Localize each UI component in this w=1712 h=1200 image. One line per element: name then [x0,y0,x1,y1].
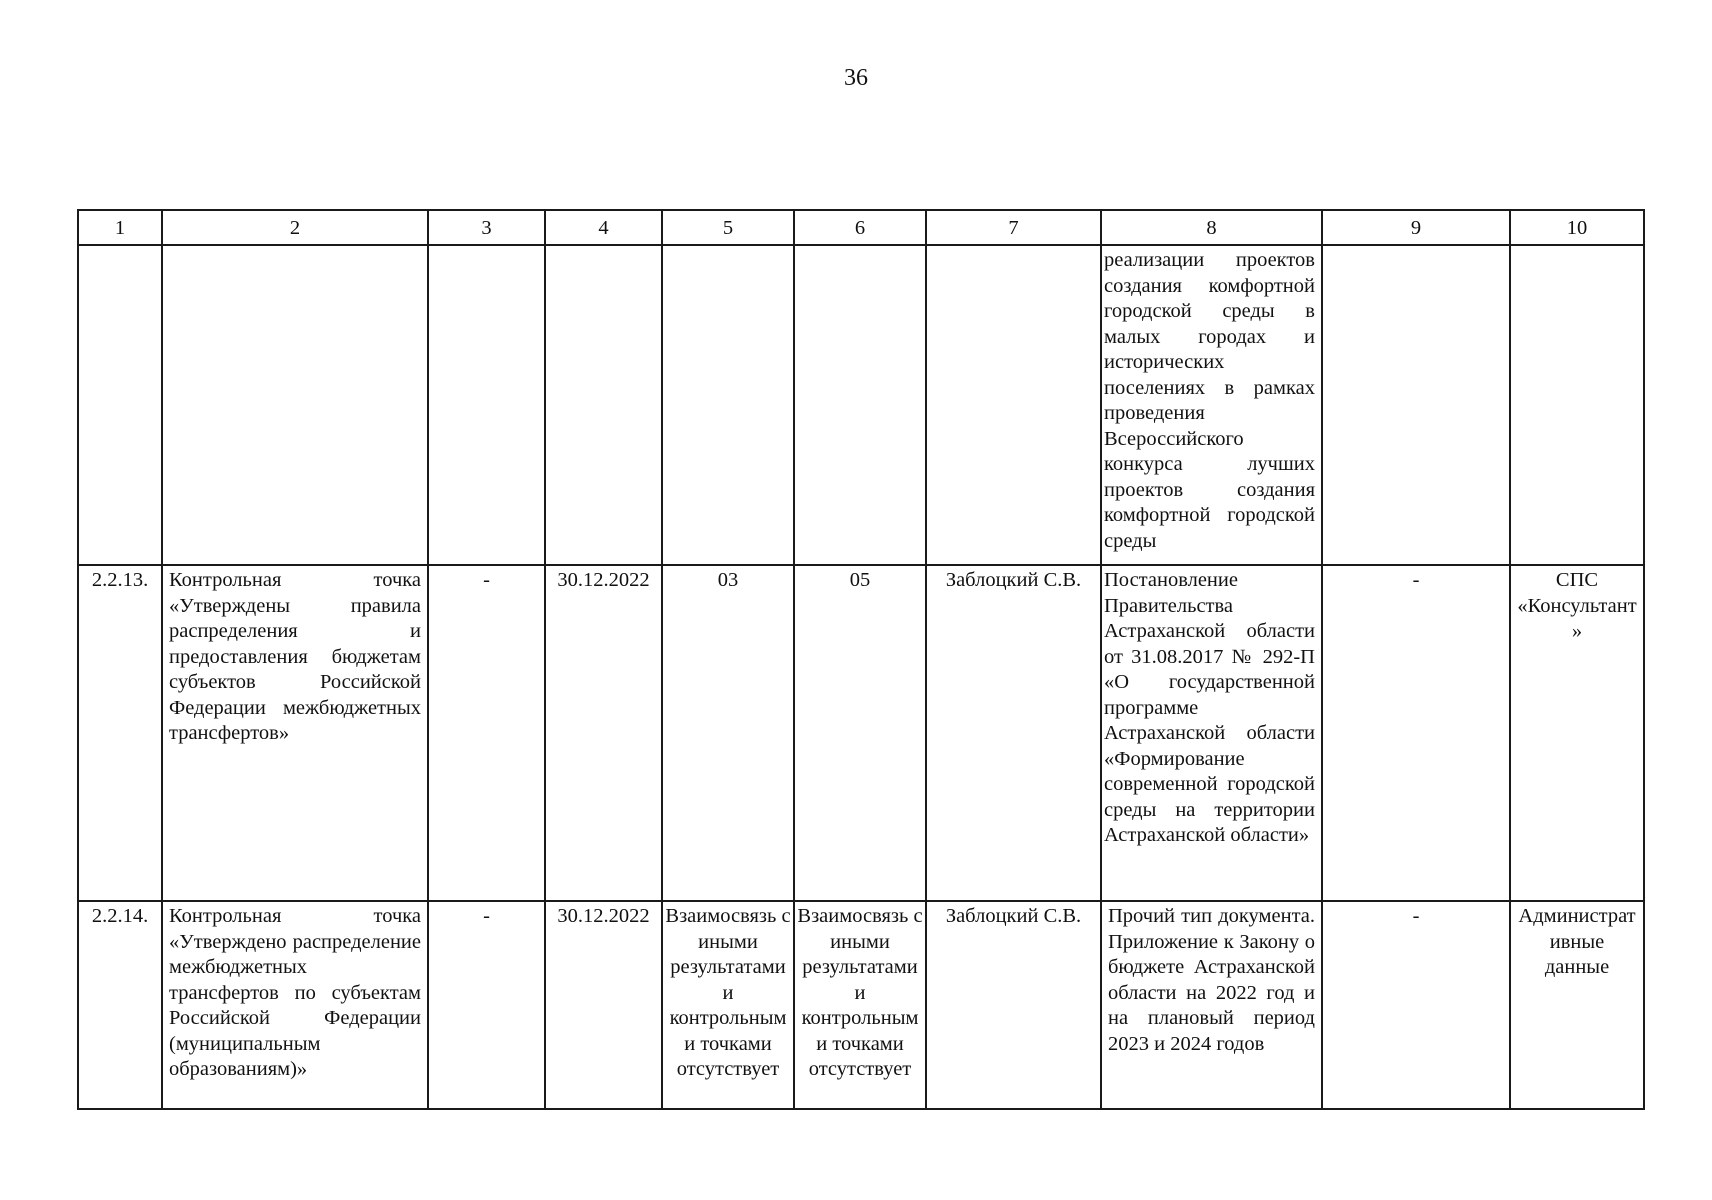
cell-col5: Взаимосвязь с иными результатами и контрольными точками отсутствует [662,901,794,1109]
column-header-1: 1 [78,210,162,245]
cell-document: Постановление Правительства Астраханской области от 31.08.2017 № 292-П «О государственной программе Астраханской области «Формирование современной городской среды на территории Астраханской области» [1101,565,1322,901]
cell-empty [428,245,545,565]
control-points-table [77,209,1645,1110]
cell-source: Административные данные [1510,901,1644,1109]
page-number: 36 [844,65,868,91]
column-header-2: 2 [162,210,428,245]
cell-number: 2.2.13. [78,565,162,901]
cell-date: 30.12.2022 [545,565,662,901]
table-row [78,901,1644,1109]
cell-date: 30.12.2022 [545,901,662,1109]
cell-empty [545,245,662,565]
cell-empty [926,245,1101,565]
cell-col3: - [428,901,545,1109]
cell-empty [794,245,926,565]
table-row-continuation [78,245,1644,565]
cell-empty [1510,245,1644,565]
cell-col9: - [1322,565,1510,901]
cell-empty [78,245,162,565]
column-header-6: 6 [794,210,926,245]
header-row [78,210,1644,245]
cell-name: Контрольная точка «Утверждены правила распределения и предоставления бюджетам субъектов Российской Федерации межбюджетных трансфертов» [162,565,428,901]
cell-col9: - [1322,901,1510,1109]
cell-empty [1322,245,1510,565]
column-header-8: 8 [1101,210,1322,245]
cell-col6: Взаимосвязь с иными результатами и контрольными точками отсутствует [794,901,926,1109]
column-header-7: 7 [926,210,1101,245]
cell-number: 2.2.14. [78,901,162,1109]
cell-empty [162,245,428,565]
cell-document: Прочий тип документа. Приложение к Закону о бюджете Астраханской области на 2022 год и на плановый период 2023 и 2024 годов [1101,901,1322,1109]
cell-document-continued: реализации проектов создания комфортной городской среды в малых городах и исторических поселениях в рамках проведения Всероссийского конкурса лучших проектов создания комфортной городской среды [1101,245,1322,565]
column-header-4: 4 [545,210,662,245]
cell-responsible: Заблоцкий С.В. [926,565,1101,901]
cell-responsible: Заблоцкий С.В. [926,901,1101,1109]
cell-source: СПС «Консультант» [1510,565,1644,901]
table-row [78,565,1644,901]
cell-col6: 05 [794,565,926,901]
column-header-10: 10 [1510,210,1644,245]
column-header-5: 5 [662,210,794,245]
cell-name: Контрольная точка «Утверждено распределение межбюджетных трансфертов по субъектам Российской Федерации (муниципальным образованиям)» [162,901,428,1109]
cell-empty [662,245,794,565]
column-header-9: 9 [1322,210,1510,245]
cell-col5: 03 [662,565,794,901]
column-header-3: 3 [428,210,545,245]
cell-col3: - [428,565,545,901]
